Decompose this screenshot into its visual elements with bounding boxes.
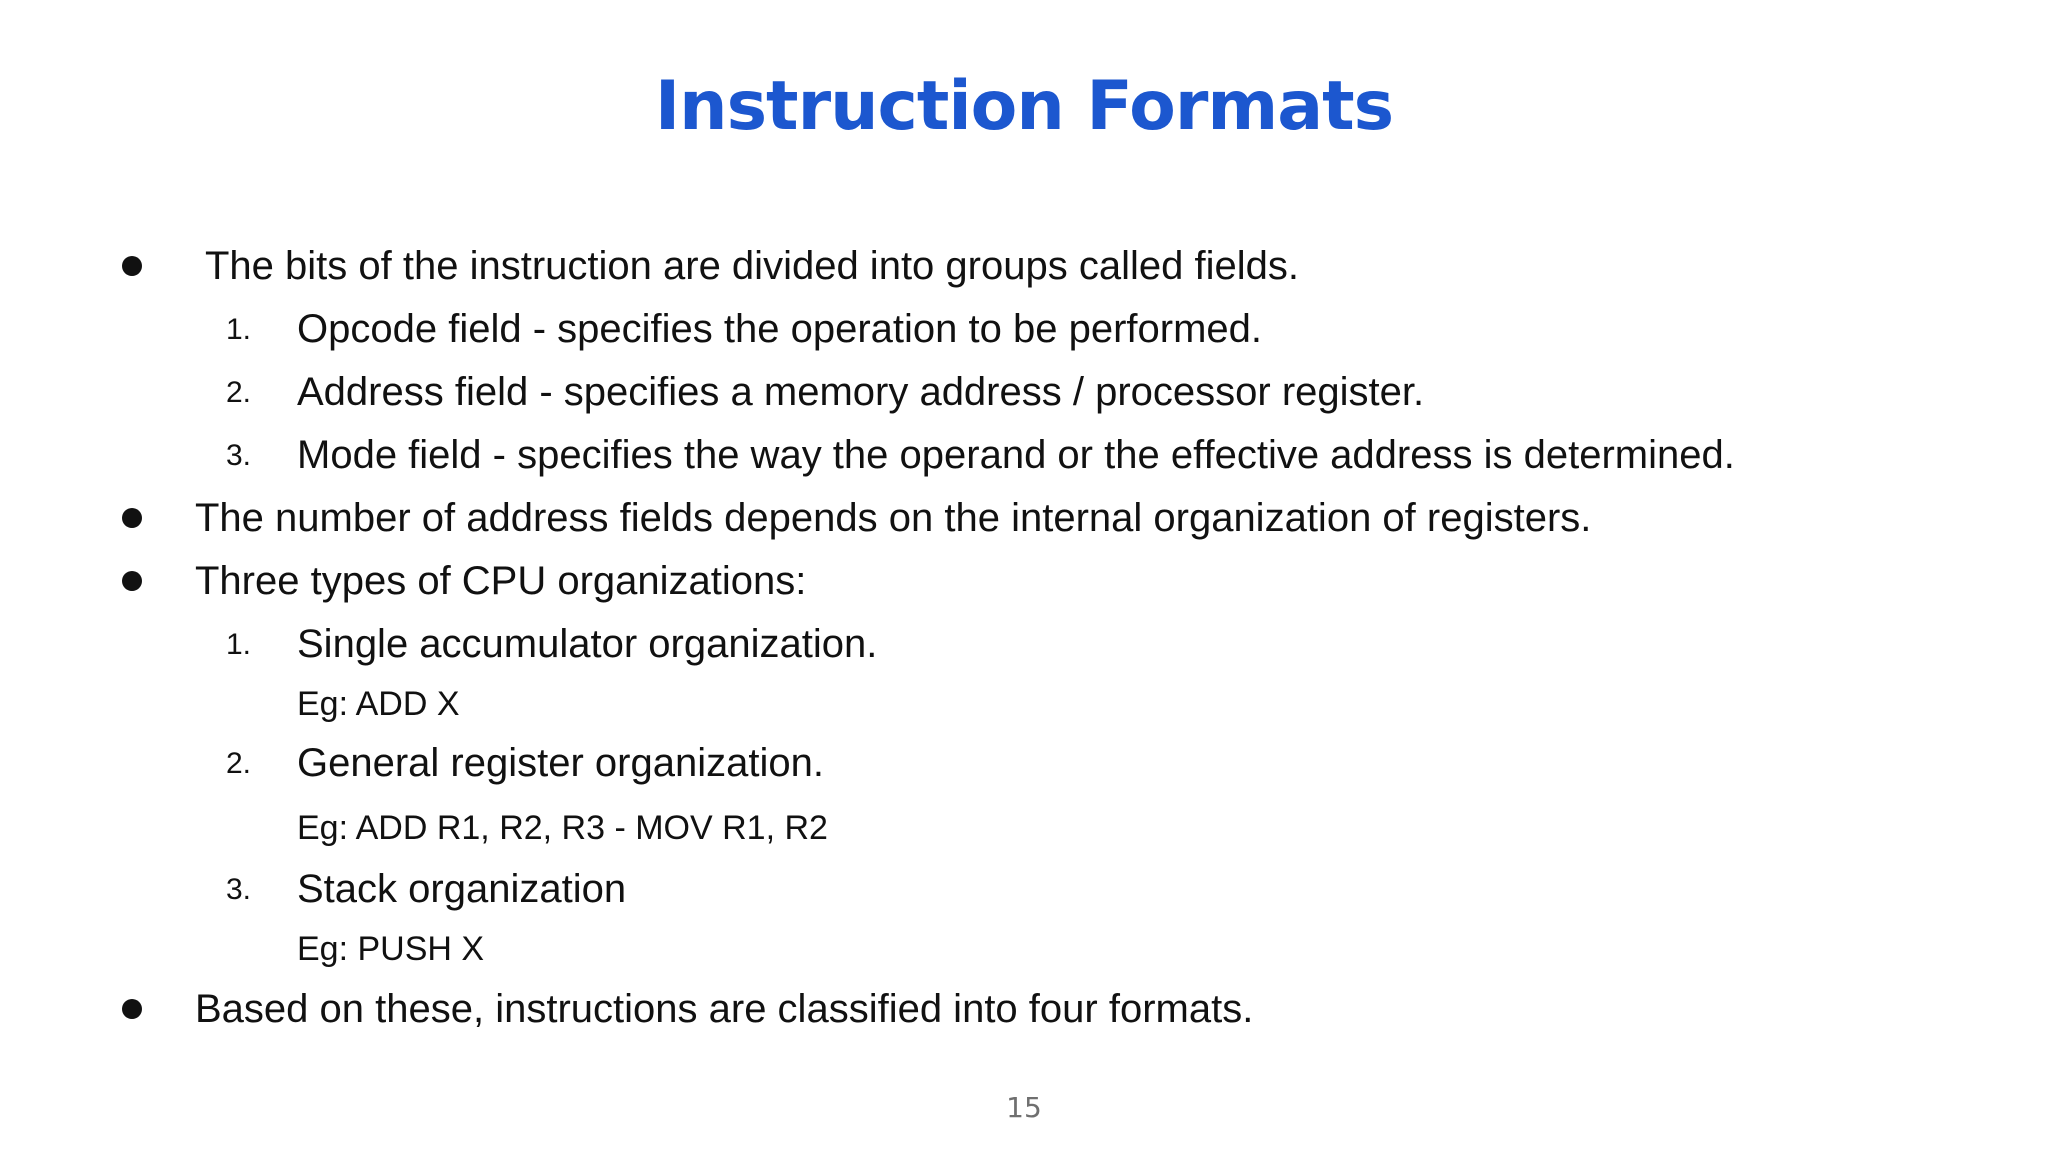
list-item-text: Single accumulator organization.	[297, 622, 878, 666]
bullet-text: The bits of the instruction are divided into groups called fields.	[205, 244, 1299, 288]
bullet-dot	[122, 256, 142, 276]
list-number: 2.	[226, 747, 252, 780]
list-item-text: General register organization.	[297, 741, 824, 785]
list-number: 1.	[226, 313, 252, 346]
bullet-text: Three types of CPU organizations:	[195, 559, 807, 603]
bullet-text: The number of address fields depends on the internal organization of registers.	[195, 496, 1592, 540]
list-item-text: Stack organization	[297, 867, 627, 911]
bullet-dot	[122, 508, 142, 528]
example-text: Eg: PUSH X	[297, 930, 485, 968]
list-number: 3.	[226, 873, 252, 906]
list-number: 3.	[226, 439, 252, 472]
example-text: Eg: ADD X	[297, 685, 460, 723]
page-number: 15	[1006, 1091, 1042, 1124]
list-item-text: Opcode field - specifies the operation to be performed.	[297, 307, 1262, 351]
list-item-text: Mode field - specifies the way the operand or the effective address is determined.	[297, 433, 1735, 477]
slide-title: Instruction Formats	[654, 67, 1394, 146]
example-text: Eg: ADD R1, R2, R3 - MOV R1, R2	[297, 809, 828, 847]
bullet-text: Based on these, instructions are classified into four formats.	[195, 987, 1254, 1031]
bullet-dot	[122, 999, 142, 1019]
bullet-dot	[122, 571, 142, 591]
list-number: 2.	[226, 376, 252, 409]
list-number: 1.	[226, 628, 252, 661]
list-item-text: Address field - specifies a memory address / processor register.	[297, 370, 1425, 414]
